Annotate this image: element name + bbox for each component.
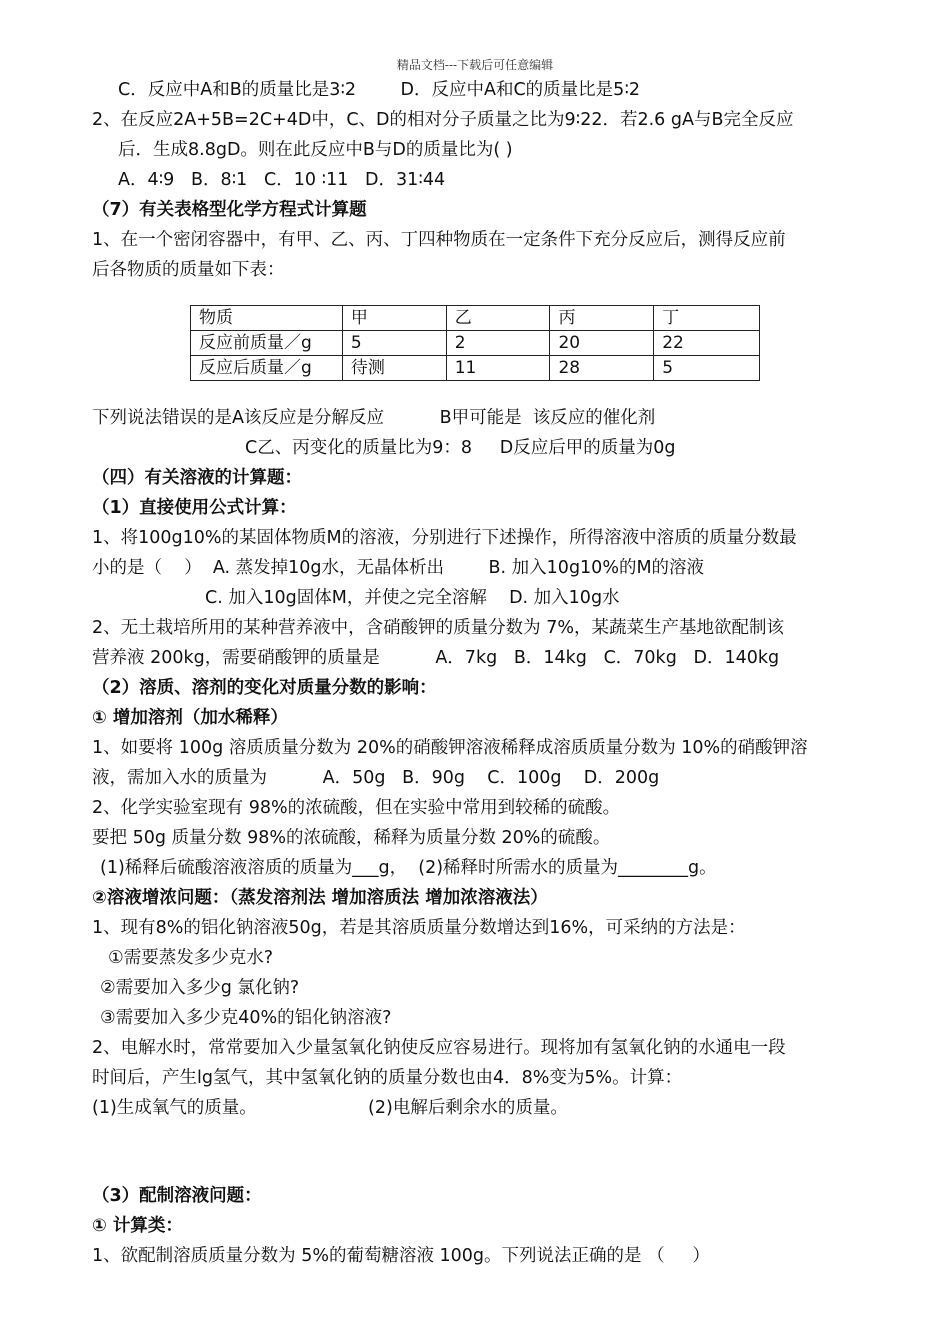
text-line: 营养液 200kg，需要硝酸钾的质量是 A．7kg B．14kg C．70kg D．140kg xyxy=(92,648,780,668)
text-line: 1、现有8%的铝化钠溶液50g，若是其溶质质量分数增达到16%，可采纳的方法是： xyxy=(92,918,746,938)
text-line: 时间后，产生lg氢气，其中氢氧化钠的质量分数也由4．8%变为5%。计算： xyxy=(92,1068,683,1088)
text-line: 要把 50g 质量分数 98%的浓硫酸，稀释为质量分数 20%的硫酸。 xyxy=(92,828,611,848)
section-heading: （3）配制溶液问题： xyxy=(92,1186,262,1206)
text-line: 1、在一个密闭容器中，有甲、乙、丙、丁四种物质在一定条件下充分反应后，测得反应前 xyxy=(92,230,786,250)
table-row xyxy=(191,356,760,381)
section-heading: （四）有关溶液的计算题： xyxy=(92,468,302,488)
text-line: 2、无土栽培所用的某种营养液中，含硝酸钾的质量分数为 7%，某蔬菜生产基地欲配制该 xyxy=(92,618,784,638)
text-line: (1)稀释后硫酸溶液溶质的质量为___g， (2)稀释时所需水的质量为________g。 xyxy=(100,858,717,878)
section-heading: ① 计算类： xyxy=(92,1216,183,1236)
text-line: (1)生成氧气的质量。 (2)电解后剩余水的质量。 xyxy=(92,1098,568,1118)
table-cell: 丁 xyxy=(654,306,760,331)
text-line: C乙、丙变化的质量比为9：8 D反应后甲的质量为0g xyxy=(245,438,676,458)
mass-table xyxy=(190,305,760,381)
table-cell: 丙 xyxy=(550,306,654,331)
text-line: 1、如要将 100g 溶质质量分数为 20%的硝酸钾溶液稀释成溶质质量分数为 10%的硝酸钾溶 xyxy=(92,738,808,758)
text-line: 小的是（ ） A. 蒸发掉10g水，无晶体析出 B. 加入10g10%的M的溶液 xyxy=(92,558,705,578)
table-cell: 反应前质量／g xyxy=(191,331,343,356)
table-row xyxy=(191,331,760,356)
text-line: C. 加入10g固体M，并使之完全溶解 D. 加入10g水 xyxy=(205,588,620,608)
table-cell: 反应后质量／g xyxy=(191,356,343,381)
page-header: 精品文档---下载后可任意编辑 xyxy=(396,58,554,72)
table-cell: 5 xyxy=(342,331,446,356)
text-line: 液，需加入水的质量为 A．50g B．90g C．100g D．200g xyxy=(92,768,660,788)
text-line: ②需要加入多少g 氯化钠? xyxy=(100,978,300,998)
table-cell: 待测 xyxy=(342,356,446,381)
table-cell: 11 xyxy=(446,356,550,381)
text-line: 2、电解水时，常常要加入少量氢氧化钠使反应容易进行。现将加有氢氧化钠的水通电一段 xyxy=(92,1038,786,1058)
section-heading: （7）有关表格型化学方程式计算题 xyxy=(92,200,367,220)
section-heading: ②溶液增浓问题：（蒸发溶剂法 增加溶质法 增加浓溶液法） xyxy=(92,888,548,908)
text-line: ③需要加入多少克40%的铝化钠溶液? xyxy=(100,1008,392,1028)
table-cell: 乙 xyxy=(446,306,550,331)
text-line: 1、将100g10%的某固体物质M的溶液，分别进行下述操作，所得溶液中溶质的质量分数最 xyxy=(92,528,797,548)
table-cell: 28 xyxy=(550,356,654,381)
section-heading: （1）直接使用公式计算： xyxy=(92,498,297,518)
text-line: 2、化学实验室现有 98%的浓硫酸，但在实验中常用到较稀的硫酸。 xyxy=(92,798,621,818)
text-line: 后．生成8.8gD。则在此反应中B与D的质量比为( ) xyxy=(118,140,513,160)
table-cell: 20 xyxy=(550,331,654,356)
text-line: 1、欲配制溶质质量分数为 5%的葡萄糖溶液 100g。下列说法正确的是 （ ） xyxy=(92,1246,710,1266)
text-line: 后各物质的质量如下表： xyxy=(92,260,285,280)
table-cell: 22 xyxy=(654,331,760,356)
table-cell: 2 xyxy=(446,331,550,356)
text-line: 2、在反应2A+5B=2C+4D中，C、D的相对分子质量之比为9∶22．若2.6 gA与B完全反应 xyxy=(92,110,794,130)
section-heading: ① 增加溶剂（加水稀释） xyxy=(92,708,288,728)
table-cell: 物质 xyxy=(191,306,343,331)
text-line: ①需要蒸发多少克水? xyxy=(108,948,273,968)
table-header-row xyxy=(191,306,760,331)
table-cell: 甲 xyxy=(342,306,446,331)
section-heading: （2）溶质、溶剂的变化对质量分数的影响： xyxy=(92,678,437,698)
text-line: A．4∶9 B．8∶1 C．10 ∶11 D．31∶44 xyxy=(118,170,446,190)
table-cell: 5 xyxy=(654,356,760,381)
text-line: 下列说法错误的是A该反应是分解反应 B甲可能是 该反应的催化剂 xyxy=(92,408,656,428)
text-line: C．反应中A和B的质量比是3∶2 D．反应中A和C的质量比是5∶2 xyxy=(118,80,641,100)
